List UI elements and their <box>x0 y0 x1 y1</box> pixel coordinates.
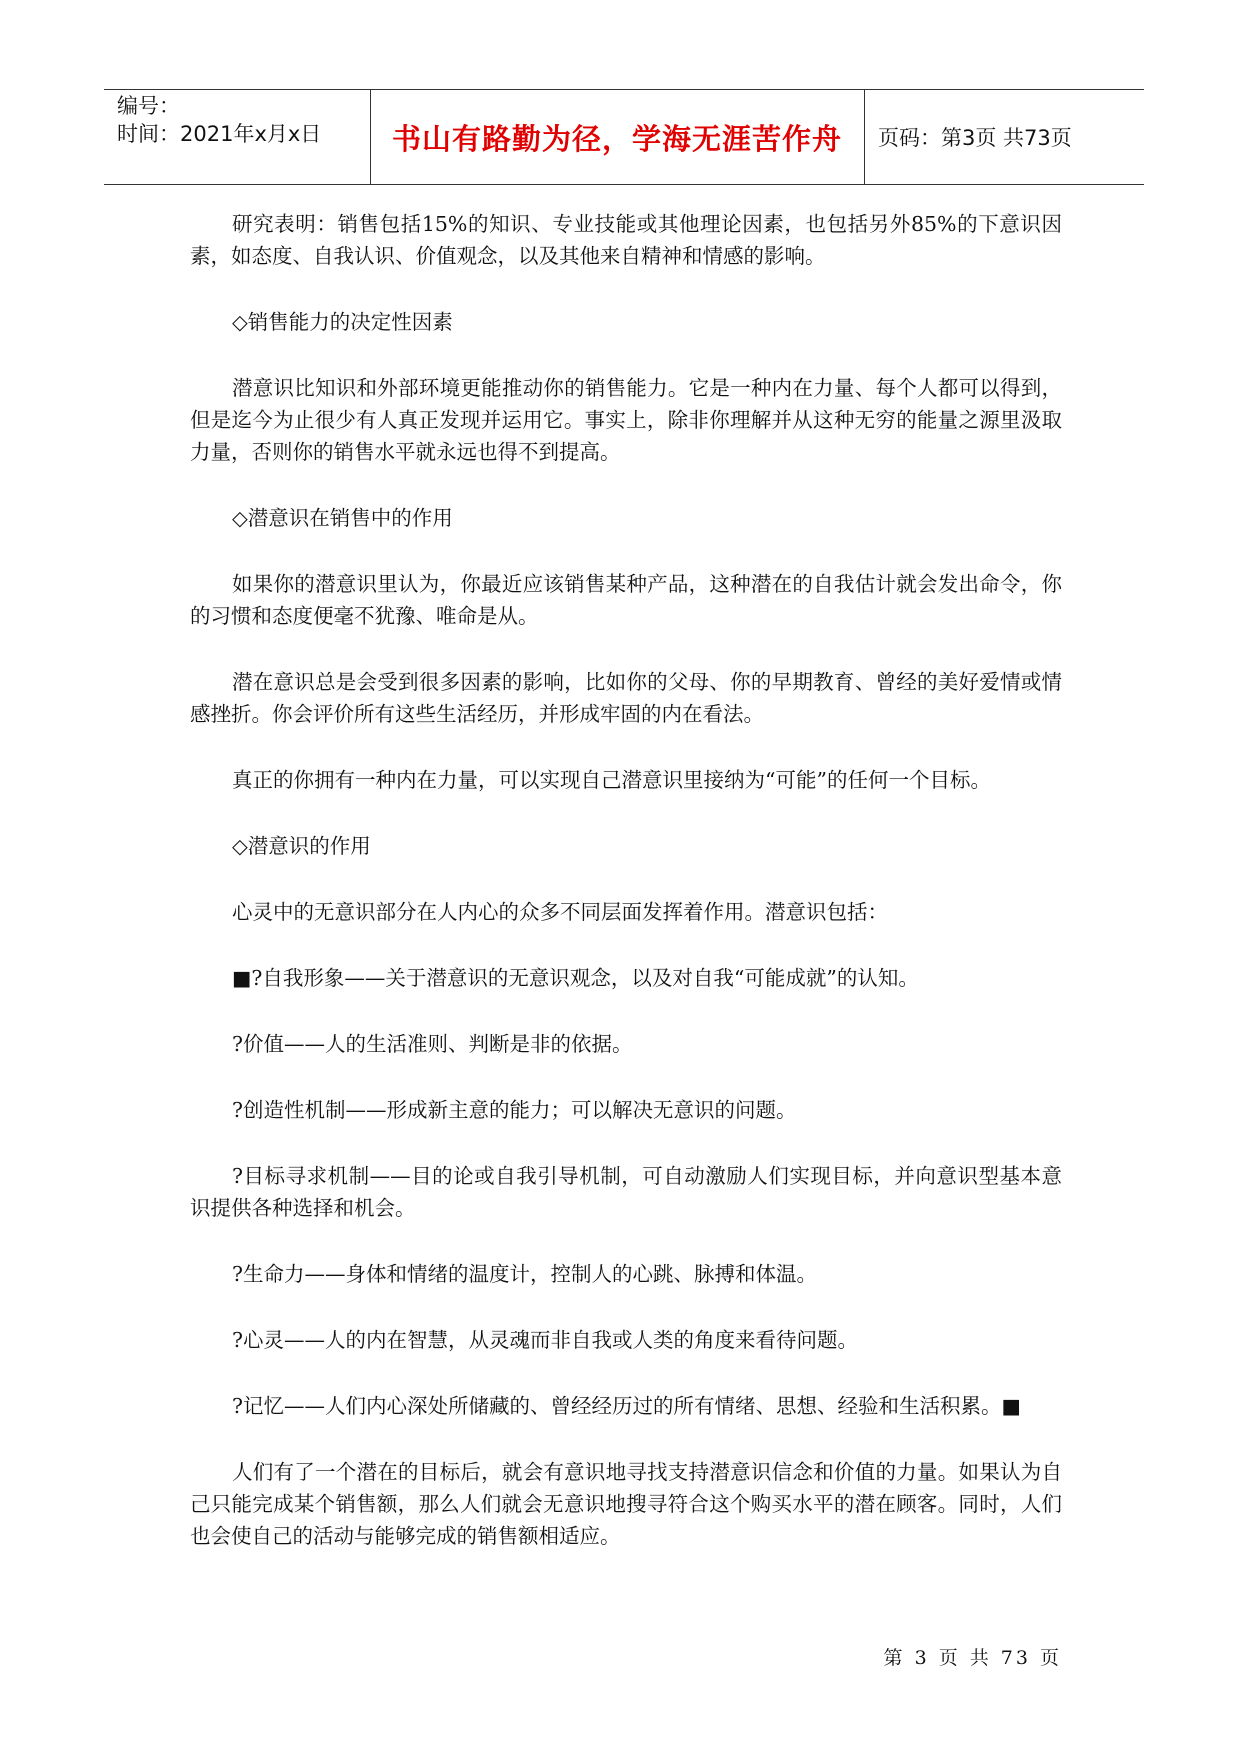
list-item: ■?自我形象——关于潜意识的无意识观念，以及对自我“可能成就”的认知。 <box>232 966 919 990</box>
paragraph: 真正的你拥有一种内在力量，可以实现自己潜意识里接纳为“可能”的任何一个目标。 <box>232 768 991 792</box>
list-item: ?生命力——身体和情绪的温度计，控制人的心跳、脉搏和体温。 <box>232 1262 817 1286</box>
paragraph: 潜意识比知识和外部环境更能推动你的销售能力。它是一种内在力量、每个人都可以得到，但是迄今为止很少有人真正发现并运用它。事实上，除非你理解并从这种无穷的能量之源里汲取力量，否则你的销售水平就永远也得不到提高。 <box>190 376 1062 464</box>
header-page-label: 页码：第3页 共73页 <box>878 126 1072 150</box>
list-item: ?目标寻求机制——目的论或自我引导机制，可自动激励人们实现目标，并向意识型基本意识提供各种选择和机会。 <box>190 1164 1062 1220</box>
list-item: ?心灵——人的内在智慧，从灵魂而非自我或人类的角度来看待问题。 <box>232 1328 858 1352</box>
page-header <box>104 89 1144 185</box>
paragraph: 心灵中的无意识部分在人内心的众多不同层面发挥着作用。潜意识包括： <box>232 900 888 924</box>
header-motto: 书山有路勤为径，学海无涯苦作舟 <box>391 121 842 156</box>
section-heading: ◇销售能力的决定性因素 <box>232 310 453 334</box>
document-time-label: 时间：2021年x月x日 <box>117 122 322 146</box>
list-item: ?创造性机制——形成新主意的能力；可以解决无意识的问题。 <box>232 1098 797 1122</box>
document-body <box>190 208 1062 1552</box>
header-meta-cell <box>104 90 371 184</box>
header-motto-cell <box>370 90 865 184</box>
document-number-label: 编号： <box>117 94 180 118</box>
paragraph: 研究表明：销售包括15%的知识、专业技能或其他理论因素，也包括另外85%的下意识因素，如态度、自我认识、价值观念，以及其他来自精神和情感的影响。 <box>190 212 1062 268</box>
list-item: ?价值——人的生活准则、判断是非的依据。 <box>232 1032 633 1056</box>
list-item: ?记忆——人们内心深处所储藏的、曾经经历过的所有情绪、思想、经验和生活积累。■ <box>232 1394 1021 1418</box>
paragraph: 人们有了一个潜在的目标后，就会有意识地寻找支持潜意识信念和价值的力量。如果认为自己只能完成某个销售额，那么人们就会无意识地搜寻符合这个购买水平的潜在顾客。同时，人们也会使自己的活动与能够完成的销售额相适应。 <box>190 1460 1062 1548</box>
section-heading: ◇潜意识在销售中的作用 <box>232 506 453 530</box>
paragraph: 如果你的潜意识里认为，你最近应该销售某种产品，这种潜在的自我估计就会发出命令，你的习惯和态度便毫不犹豫、唯命是从。 <box>190 572 1062 628</box>
header-page-cell <box>864 90 1144 184</box>
page-footer: 第 3 页 共 73 页 <box>883 1647 1062 1669</box>
paragraph: 潜在意识总是会受到很多因素的影响，比如你的父母、你的早期教育、曾经的美好爱情或情感挫折。你会评价所有这些生活经历，并形成牢固的内在看法。 <box>190 670 1062 726</box>
section-heading: ◇潜意识的作用 <box>232 834 371 858</box>
